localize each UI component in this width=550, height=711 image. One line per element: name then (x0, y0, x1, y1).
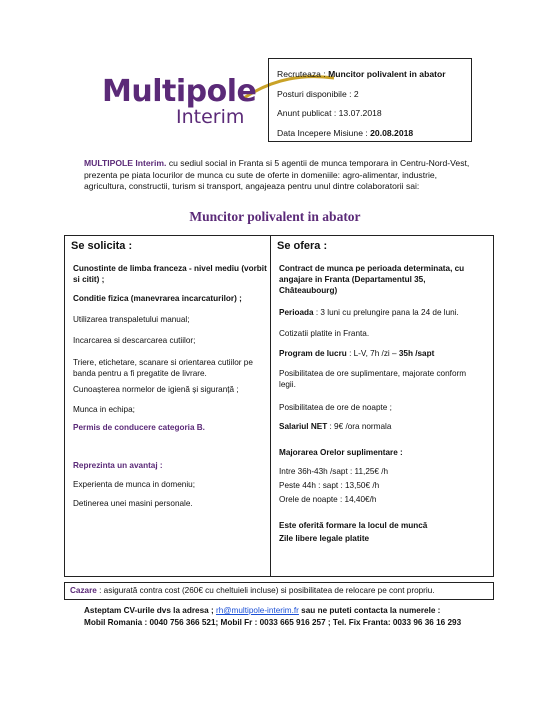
offer-column (271, 236, 493, 576)
advantage-item: Experienta de munca in domeniu; (73, 480, 195, 489)
job-heading: Muncitor polivalent in abator (189, 209, 361, 224)
offer-overtime: Posibilitatea de ore suplimentare, majorate conform legii. (279, 369, 467, 389)
overtime-title: Majorarea Orelor suplimentare : (279, 448, 403, 457)
logo-sub-text: Interim (176, 106, 245, 128)
published-value: 13.07.2018 (338, 108, 382, 118)
intro-paragraph (84, 158, 472, 193)
requirement-item: Conditie fizica (manevrarea incarcaturilor) ; (73, 294, 242, 303)
offer-title: Se ofera : (277, 240, 328, 252)
offer-night: Posibilitatea de ore de noapte ; (279, 403, 392, 412)
advantage-title: Reprezinta un avantaj : (73, 461, 163, 470)
published-line: Anunt publicat : 13.07.2018 (277, 108, 382, 118)
job-info-box (268, 58, 472, 142)
accommodation-label: Cazare (70, 586, 97, 595)
posts-line: Posturi disponibile : 2 (277, 88, 359, 99)
contact-line-1: Asteptam CV-urile dvs la adresa ; rh@multipole-interim.fr sau ne puteti contacta la numerele : (84, 606, 441, 615)
recruit-line: Recruteaza : Muncitor polivalent in abator (277, 69, 446, 79)
offer-holidays: Zile libere legale platite (279, 534, 370, 543)
logo-main-text: Multipole (102, 74, 257, 109)
contact-footer (84, 605, 494, 629)
overtime-row: Peste 44h : sapt : 13,50€ /h (279, 481, 380, 490)
job-title-value: Muncitor polivalent in abator (328, 69, 446, 79)
requirement-item: Permis de conducere categoria B. (73, 423, 205, 432)
requirements-column (65, 236, 271, 576)
accommodation-text: : asigurată contra cost (260€ cu cheltuieli incluse) si posibilitatea de relocare pe cont propriu. (96, 586, 435, 595)
offer-period: Perioada : 3 luni cu prelungire pana la 24 de luni. (279, 308, 459, 317)
email-link[interactable]: rh@multipole-interim.fr (215, 606, 299, 615)
requirement-item: Cunostinte de limba franceza - nivel mediu (vorbit si citit) ; (73, 264, 267, 284)
requirements-offer-table (64, 235, 494, 577)
company-logo (96, 70, 256, 132)
requirement-item: Triere, etichetare, scanare si orientarea cutiilor pe banda pentru a fi pregatite de livrare. (73, 358, 253, 378)
offer-training: Este oferită formare la locul de muncă (279, 521, 428, 530)
start-line: Data Incepere Misiune : 20.08.2018 (277, 127, 414, 138)
overtime-row: Intre 36h-43h /sapt : 11,25€ /h (279, 467, 389, 476)
contact-line-2: Mobil Romania : 0040 756 366 521; Mobil Fr : 0033 665 916 257 ; Tel. Fix Franta: 0033 96 36 16 293 (84, 618, 462, 627)
accommodation-box (64, 582, 494, 600)
requirement-item: Cunoașterea normelor de igienă și siguranță ; (73, 385, 239, 394)
overtime-row: Orele de noapte : 14,40€/h (279, 495, 377, 504)
posts-value: 2 (353, 88, 359, 99)
intro-brand: MULTIPOLE Interim. (84, 158, 167, 168)
offer-schedule: Program de lucru : L-V, 7h /zi – 35h /sapt (279, 349, 435, 358)
offer-contract: Contract de munca pe perioada determinata, cu angajare in Franta (Departamentul 35, Châteaubourg) (279, 264, 465, 295)
requirement-item: Munca in echipa; (73, 405, 135, 414)
start-value: 20.08.2018 (370, 127, 414, 138)
requirement-item: Utilizarea transpaletului manual; (73, 315, 190, 324)
offer-salary: Salariul NET : 9€ /ora normala (279, 422, 392, 431)
advantage-item: Detinerea unei masini personale. (73, 499, 193, 508)
requirement-item: Incarcarea si descarcarea cutiilor; (73, 336, 196, 345)
requirements-title: Se solicita : (71, 240, 133, 252)
intro-text: cu sediul social in Franta si 5 agentii de munca temporara in Centru-Nord-Vest, prezenta pe piata locurilor de munca cu sute de oferte in domeniile: agro-alimentar, industrie, agricultura, constructii, turism si transport, angajeaza pentru unul dintre colaboratorii sai: (84, 158, 470, 191)
offer-contributions: Cotizatii platite in Franta. (279, 329, 370, 338)
